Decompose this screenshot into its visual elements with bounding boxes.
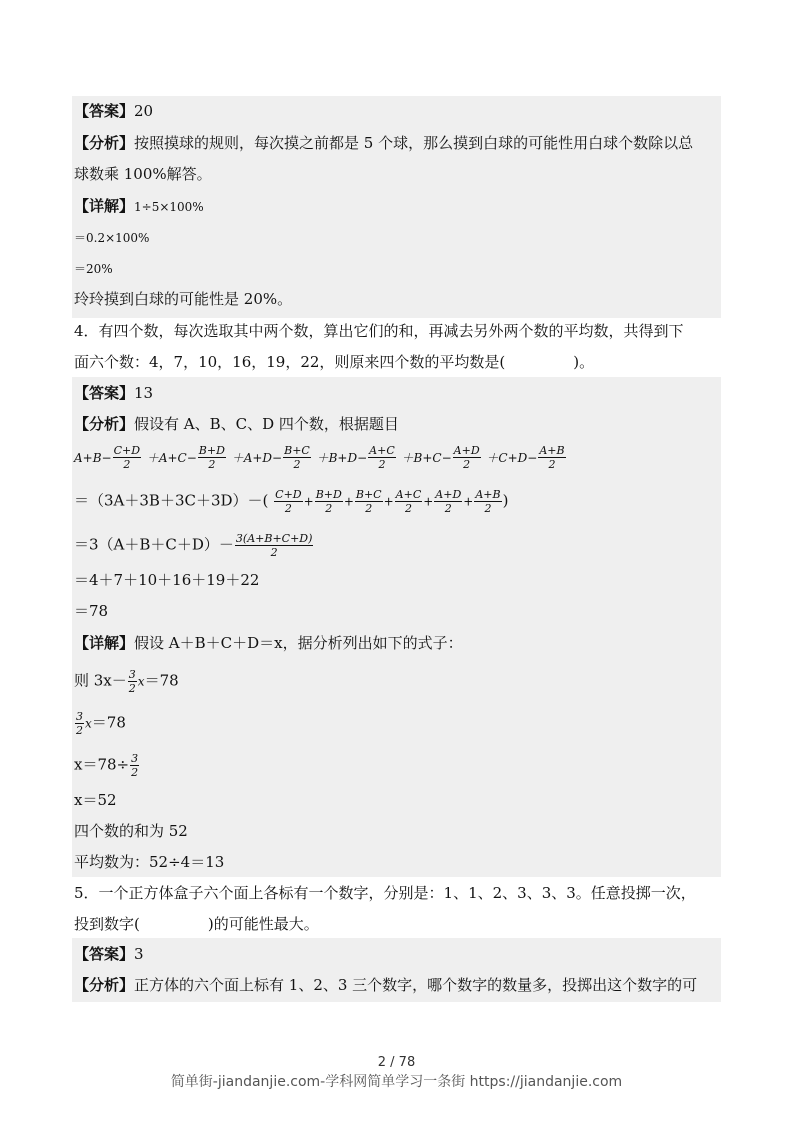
q4-equation-3: ＝3（A＋B＋C＋D）－ $\frac{3(A+B+C+D)}{2}$	[74, 532, 313, 559]
footer-site-text: 简单街-jiandanjie.com-学科网简单学习一条街 https://jiandanjie.com	[170, 1074, 623, 1090]
answer-label: 【答案】	[74, 102, 135, 120]
q4-equation-4: ＝4＋7＋10＋16＋19＋22	[74, 571, 260, 589]
analysis-text: 按照摸球的规则，每次摸之前都是 5 个球，那么摸到白球的可能性用白球个数除以总	[134, 134, 694, 152]
q4-solve-step-4: x＝52	[74, 791, 117, 809]
q3-analysis-line	[74, 132, 693, 154]
eq1-term: ＋A+D− $\frac{B+C}{2}$	[231, 444, 310, 471]
answer-value: 3	[134, 945, 144, 963]
q5-answer-line	[74, 943, 144, 965]
q3-analysis-line-2: 球数乘 100%解答。	[74, 165, 212, 183]
eq1-term: ＋A+C− $\frac{B+D}{2}$	[146, 444, 225, 471]
q3-detail-step-2: ＝0.2×100%	[74, 231, 150, 245]
q3-detail-step-3: ＝20%	[74, 262, 113, 276]
q4-solve-step-2: $\frac{3}{2}$ x＝78	[76, 710, 126, 737]
q4-solve-step-1: 则 3x－ $\frac{3}{2}$ x＝78	[74, 668, 179, 695]
analysis-text: 假设有 A、B、C、D 四个数，根据题目	[134, 415, 399, 433]
q4-answer-line	[74, 382, 153, 404]
page-number: 2 / 78	[377, 1055, 416, 1070]
q3-conclusion: 玲玲摸到白球的可能性是 20%。	[74, 290, 293, 308]
q5-question-line-1: 5．一个正方体盒子六个面上各标有一个数字，分别是：1、1、2、3、3、3。任意投掷一次，	[74, 884, 696, 902]
answer-label: 【答案】	[74, 384, 135, 402]
detail-label: 【详解】	[74, 634, 135, 652]
question-text: 投到数字(	[74, 915, 140, 933]
question-text-end: )。	[573, 353, 595, 371]
q4-equation-5: ＝78	[74, 602, 109, 620]
q5-question-line-2	[74, 913, 319, 935]
q4-question-line-1: 4．有四个数，每次选取其中两个数，算出它们的和，再减去另外两个数的平均数，共得到下	[74, 322, 684, 340]
q4-solve-step-6: 平均数为：52÷4＝13	[74, 853, 225, 871]
eq1-term: ＋C+D− $\frac{A+B}{2}$	[486, 444, 565, 471]
q4-equation-2: ＝（3A＋3B＋3C＋3D）－( $\frac{C+D}{2}$ + $\frac{B+D}{2}$ + $\frac{B+C}{2}$ + $\frac{A+C}{2}$ + $\frac{A+D}{2}$ + $\frac{A+B}{2}$ )	[74, 488, 509, 515]
eq1-term: ＋B+D− $\frac{A+C}{2}$	[316, 444, 395, 471]
q4-question-line-2	[74, 351, 594, 373]
detail-text: 假设 A＋B＋C＋D＝x，据分析列出如下的式子：	[134, 634, 463, 652]
q4-solve-step-5: 四个数的和为 52	[74, 822, 188, 840]
q5-analysis-line	[74, 974, 697, 996]
q3-detail-line	[74, 195, 204, 218]
q4-solve-step-3: x＝78÷ $\frac{3}{2}$	[74, 752, 139, 779]
analysis-label: 【分析】	[74, 415, 135, 433]
analysis-text: 正方体的六个面上标有 1、2、3 三个数字，哪个数字的数量多，投掷出这个数字的可	[134, 976, 698, 994]
analysis-label: 【分析】	[74, 976, 135, 994]
answer-label: 【答案】	[74, 945, 135, 963]
detail-step: 1÷5×100%	[134, 200, 204, 214]
detail-label: 【详解】	[74, 197, 135, 215]
eq1-term: A+B− $\frac{C+D}{2}$	[74, 444, 141, 471]
q3-answer-line	[74, 100, 153, 122]
answer-value: 20	[134, 102, 154, 120]
q4-detail-line	[74, 632, 463, 654]
question-text-end: )的可能性最大。	[207, 915, 319, 933]
answer-value: 13	[134, 384, 154, 402]
analysis-label: 【分析】	[74, 134, 135, 152]
q4-analysis-line	[74, 413, 399, 435]
question-text: 面六个数：4，7，10，16，19，22，则原来四个数的平均数是(	[74, 353, 506, 371]
q4-equation-1	[74, 444, 567, 471]
eq1-term: ＋B+C− $\frac{A+D}{2}$	[401, 444, 480, 471]
